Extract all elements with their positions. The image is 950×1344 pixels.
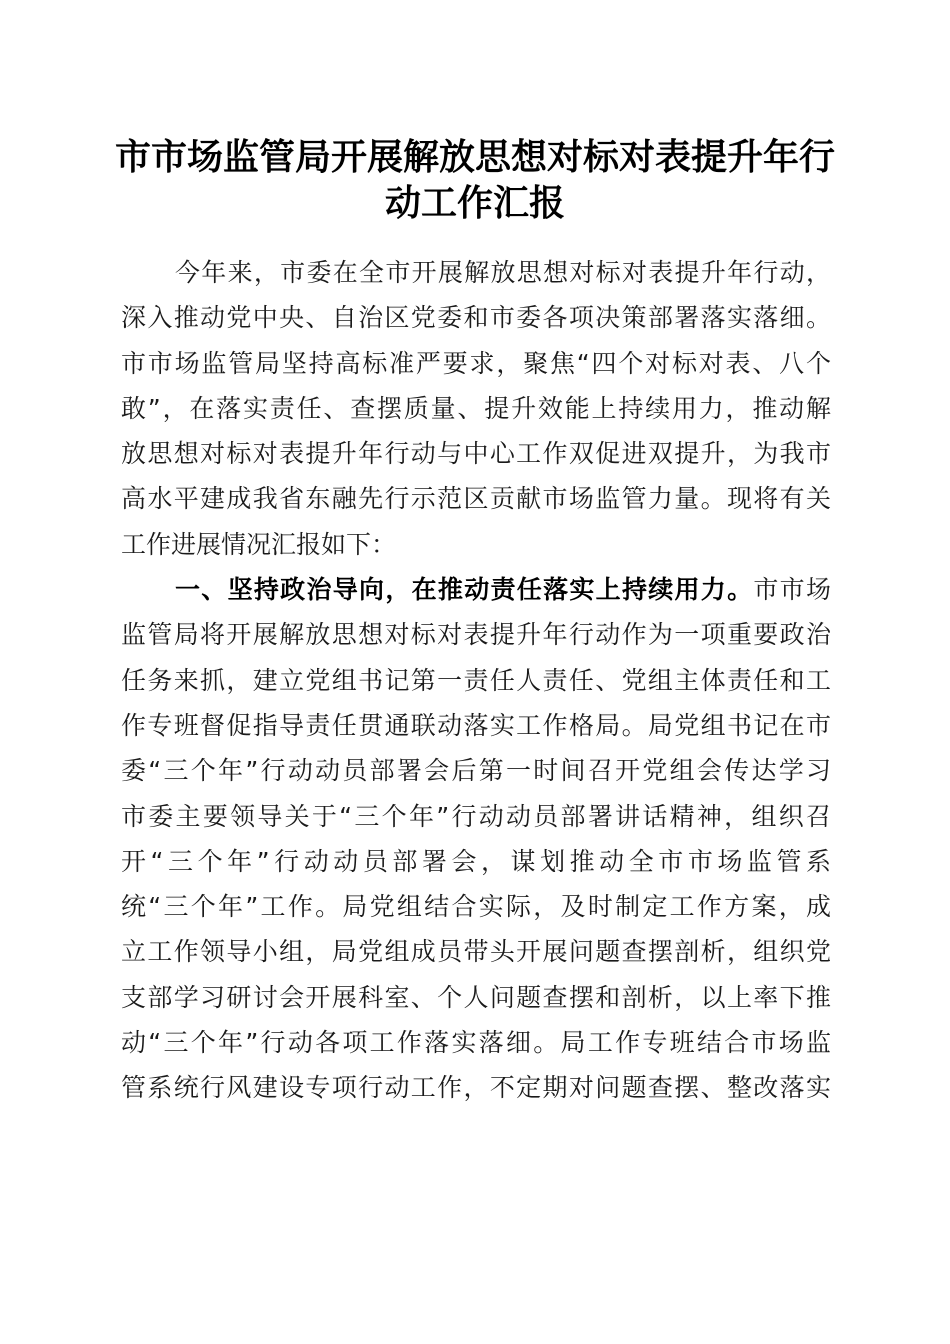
document-title xyxy=(110,134,840,226)
text-line: 开“三个年”行动动员部署会，谋划推动全市市场监管系 xyxy=(121,846,831,876)
text-line: 管系统行风建设专项行动工作，不定期对问题查摆、整改落实 xyxy=(121,1073,831,1103)
paragraph-intro xyxy=(121,250,831,567)
title-line-1: 市市场监管局开展解放思想对标对表提升年行 xyxy=(114,136,835,178)
title-line-2: 动工作汇报 xyxy=(384,182,565,224)
text-line: 委“三个年”行动动员部署会后第一时间召开党组会传达学习 xyxy=(121,756,831,786)
text-line: 支部学习研讨会开展科室、个人问题查摆和剖析，以上率下推 xyxy=(121,982,831,1012)
document-body xyxy=(121,250,831,1111)
text-line: 市市场监管局坚持高标准严要求，聚焦“四个对标对表、八个 xyxy=(121,348,831,378)
text-line: 市委主要领导关于“三个年”行动动员部署讲话精神，组织召 xyxy=(121,801,831,831)
text-line: 工作进展情况汇报如下： xyxy=(121,529,397,559)
text-line: 统“三个年”工作。局党组结合实际，及时制定工作方案，成 xyxy=(121,892,831,922)
text-line: 监管局将开展解放思想对标对表提升年行动作为一项重要政治 xyxy=(121,620,831,650)
text-line: 任务来抓，建立党组书记第一责任人责任、党组主体责任和工 xyxy=(121,665,831,695)
text-line: 作专班督促指导责任贯通联动落实工作格局。局党组书记在市 xyxy=(121,710,831,740)
text-line: 高水平建成我省东融先行示范区贡献市场监管力量。现将有关 xyxy=(121,484,831,514)
text-line: 立工作领导小组，局党组成员带头开展问题查摆剖析，组织党 xyxy=(121,937,831,967)
paragraph-section-1 xyxy=(121,567,831,1111)
text-line: 放思想对标对表提升年行动与中心工作双促进双提升，为我市 xyxy=(121,439,831,469)
section-first-line-rest: 市市场 xyxy=(753,575,831,605)
section-heading: 一、坚持政治导向，在推动责任落实上持续用力。 xyxy=(175,575,754,605)
text-line: 今年来，市委在全市开展解放思想对标对表提升年行动， xyxy=(175,258,831,287)
section-first-line xyxy=(121,567,831,612)
text-line: 深入推动党中央、自治区党委和市委各项决策部署落实落细。 xyxy=(121,303,831,333)
text-line: 敢”，在落实责任、查摆质量、提升效能上持续用力，推动解 xyxy=(121,393,831,423)
text-line: 动“三个年”行动各项工作落实落细。局工作专班结合市场监 xyxy=(121,1028,831,1058)
